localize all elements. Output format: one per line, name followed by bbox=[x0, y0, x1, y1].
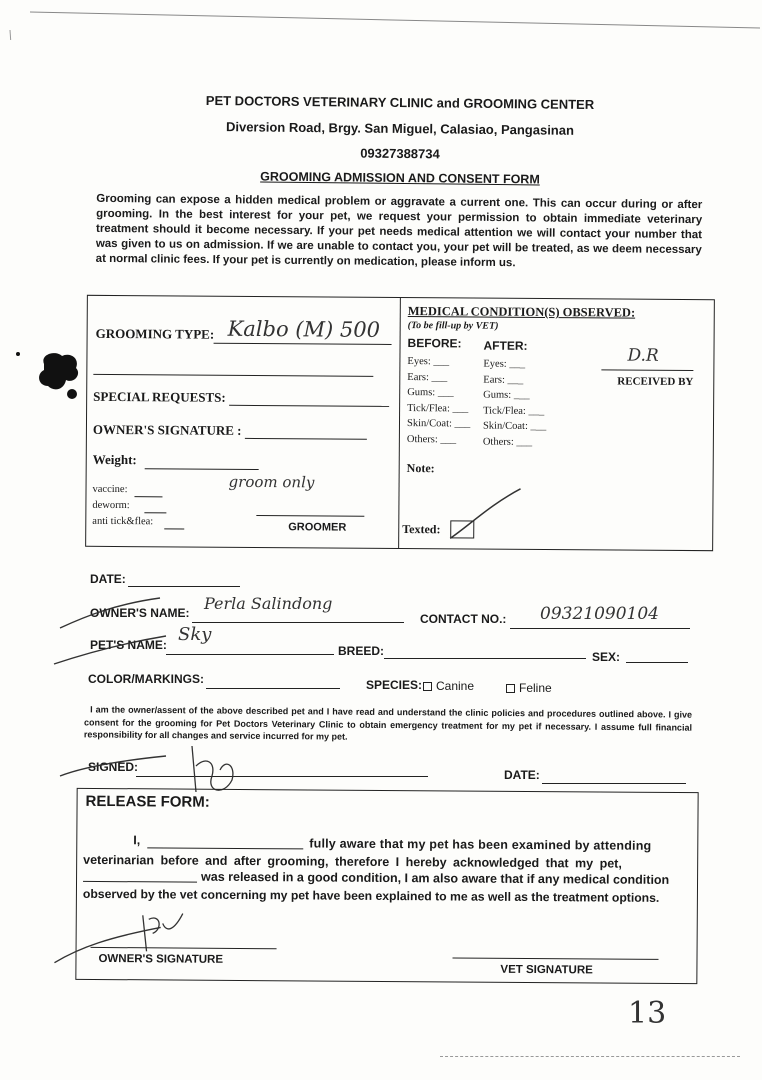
signed-date-label: DATE: bbox=[504, 768, 540, 782]
feline-label: Feline bbox=[519, 681, 552, 695]
grooming-type-line bbox=[214, 343, 392, 345]
breed-label: BREED: bbox=[338, 644, 385, 658]
cond-after-ears: Ears: ___ bbox=[483, 374, 524, 386]
conditions-after bbox=[483, 357, 547, 450]
sex-line bbox=[626, 662, 688, 663]
owner-signature-label: OWNER'S SIGNATURE : bbox=[92, 421, 242, 438]
owner-signature-line bbox=[245, 438, 367, 440]
received-by-line bbox=[601, 369, 693, 371]
texted-label: Texted: bbox=[402, 522, 441, 537]
cond-before-tick: Tick/Flea: ___ bbox=[407, 402, 469, 414]
medical-subtitle: (To be fill-up by VET) bbox=[407, 320, 499, 332]
canine-label: Canine bbox=[436, 679, 475, 693]
signed-date-line bbox=[542, 783, 686, 784]
release-line4: observed by the vet concerning my pet have been explained to me as well as the treatment options. bbox=[82, 886, 660, 905]
special-requests-line bbox=[229, 405, 389, 407]
note-label: Note: bbox=[406, 461, 435, 476]
release-line2: veterinarian before and after grooming, therefore I hereby acknowledged that my pet, bbox=[83, 852, 622, 871]
vaccine-label: vaccine: bbox=[92, 483, 128, 496]
groomer-line bbox=[256, 515, 364, 517]
owner-name-line bbox=[192, 622, 404, 623]
color-label: COLOR/MARKINGS: bbox=[88, 672, 204, 686]
color-line bbox=[206, 688, 340, 689]
clinic-name: PET DOCTORS VETERINARY CLINIC and GROOMING CENTER bbox=[205, 92, 595, 113]
date-line bbox=[128, 586, 240, 587]
weight-label: Weight: bbox=[92, 451, 137, 468]
release-box bbox=[75, 788, 698, 984]
owner-name-strike bbox=[56, 596, 166, 632]
signed-label: SIGNED: bbox=[88, 760, 139, 774]
species-label: SPECIES: bbox=[366, 678, 423, 692]
contact-label: CONTACT NO.: bbox=[420, 612, 507, 626]
box-divider bbox=[398, 298, 401, 548]
cond-before-skin: Skin/Coat: ___ bbox=[406, 418, 471, 430]
pet-name-label: PET'S NAME: bbox=[90, 638, 167, 652]
cond-before-ears: Ears: ___ bbox=[407, 371, 448, 383]
groomer-label: GROOMER bbox=[288, 521, 347, 534]
cond-after-gums: Gums: ___ bbox=[483, 389, 530, 401]
release-vet-label: VET SIGNATURE bbox=[500, 963, 593, 977]
consent-paragraph: I am the owner/assent of the above described pet and I have read and understand the clinic policies and procedures outlined above. I give consent for the grooming for Pet Doctors Veterinary Clinic to obtain emergency treatment for my pet if necessary. I assume full financial responsibility for all changes and service incurred for my pet. bbox=[83, 704, 693, 742]
cond-before-others: Others: ___ bbox=[406, 433, 457, 445]
cond-after-tick: Tick/Flea: ___ bbox=[483, 405, 545, 417]
grooming-type-value: Kalbo (M) 500 bbox=[227, 316, 381, 342]
cond-after-others: Others: ___ bbox=[482, 436, 533, 448]
page-edge-line bbox=[0, 0, 762, 40]
release-title: RELEASE FORM: bbox=[85, 792, 210, 811]
form-title: GROOMING ADMISSION AND CONSENT FORM bbox=[260, 169, 540, 187]
feline-checkbox[interactable] bbox=[506, 684, 515, 693]
special-requests-label: SPECIAL REQUESTS: bbox=[93, 388, 226, 405]
release-owner-label: OWNER'S SIGNATURE bbox=[98, 952, 224, 966]
antitick-line bbox=[164, 528, 184, 529]
pet-name-line bbox=[166, 654, 334, 655]
release-line1: fully aware that my pet has been examined by attending bbox=[309, 836, 652, 853]
antitick-label: anti tick&flea: bbox=[92, 515, 154, 528]
sex-label: SEX: bbox=[592, 650, 621, 664]
release-i-label: I, bbox=[133, 833, 141, 848]
deworm-label: deworm: bbox=[92, 499, 130, 512]
ink-blot bbox=[34, 350, 86, 400]
canine-checkbox[interactable] bbox=[423, 682, 432, 691]
admission-box bbox=[85, 295, 715, 551]
texted-pen-stroke bbox=[446, 484, 526, 545]
clinic-phone: 09327388734 bbox=[360, 145, 440, 162]
cond-before-gums: Gums: ___ bbox=[407, 387, 454, 399]
pet-name-strike bbox=[50, 632, 170, 668]
before-label: BEFORE: bbox=[407, 336, 462, 351]
intro-paragraph: Grooming can expose a hidden medical problem or aggravate a current one. This can occur during or after grooming. In the best interest for your pet, we request your permission to obtain immediate veterinary treatment should it become necessary. If your pet needs medical attention we will contact your number that was given to us on admission. If we are unable to contact you, your pet will be treated, as we deem necessary at normal clinic fees. If your pet is currently on medication, please inform us. bbox=[95, 192, 703, 270]
breed-line bbox=[384, 658, 586, 659]
date-label: DATE: bbox=[90, 572, 126, 586]
after-label: AFTER: bbox=[483, 338, 528, 353]
grooming-type-label: GROOMING TYPE: bbox=[95, 325, 215, 342]
grooming-type-line-2 bbox=[93, 374, 373, 377]
cond-after-eyes: Eyes: ___ bbox=[483, 358, 526, 370]
received-by-value: D.R bbox=[627, 345, 659, 366]
page-mark: 13 bbox=[628, 996, 667, 1031]
cond-after-skin: Skin/Coat: ___ bbox=[482, 420, 547, 433]
groomer-note: groom only bbox=[228, 472, 315, 492]
cond-before-eyes: Eyes: ___ bbox=[407, 356, 450, 368]
contact-value: 09321090104 bbox=[540, 604, 659, 624]
conditions-before bbox=[407, 354, 471, 447]
release-vet-line bbox=[452, 957, 658, 959]
contact-line bbox=[510, 628, 690, 629]
owner-name-value: Perla Salindong bbox=[204, 594, 333, 613]
release-pet-line bbox=[83, 881, 197, 883]
release-name-line bbox=[147, 847, 303, 849]
species-canine[interactable] bbox=[423, 679, 474, 693]
clinic-address: Diversion Road, Brgy. San Miguel, Calasiao, Pangasinan bbox=[225, 119, 575, 138]
ink-dot bbox=[16, 352, 20, 356]
owner-name-label: OWNER'S NAME: bbox=[90, 606, 190, 620]
pet-name-value: Sky bbox=[178, 624, 212, 645]
deworm-line bbox=[144, 512, 166, 513]
bottom-edge bbox=[440, 1056, 740, 1057]
medical-title: MEDICAL CONDITION(S) OBSERVED: bbox=[407, 304, 636, 320]
weight-line bbox=[145, 468, 259, 470]
received-by-label: RECEIVED BY bbox=[617, 375, 694, 389]
vaccine-line bbox=[134, 496, 162, 497]
species-feline[interactable] bbox=[506, 681, 552, 695]
release-line3: was released in a good condition, I am also aware that if any medical condition bbox=[201, 869, 670, 887]
